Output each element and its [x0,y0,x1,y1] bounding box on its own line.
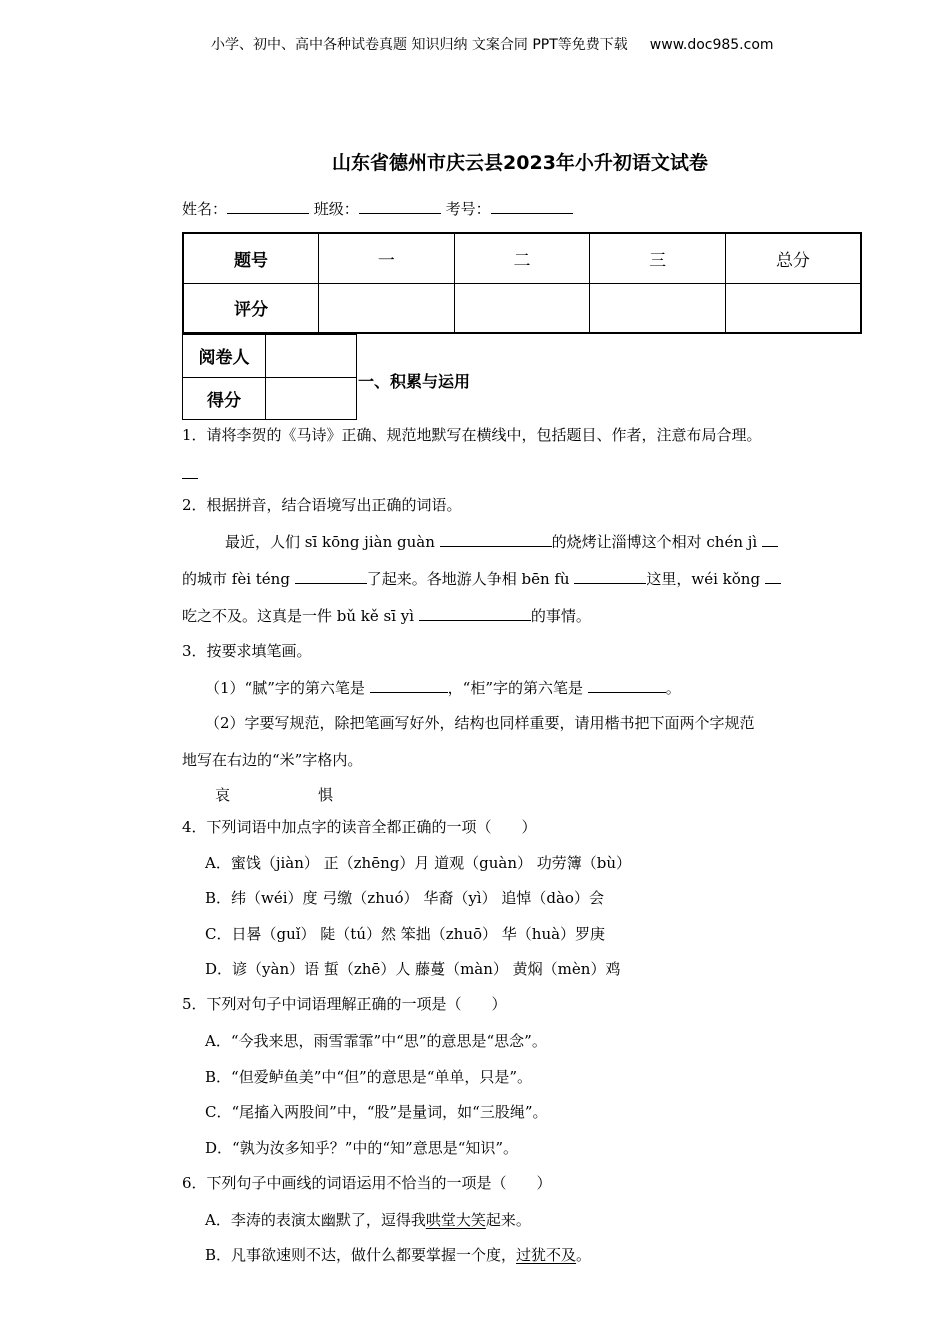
question-4-stem: 4．下列词语中加点字的读音全都正确的一项（ ） [182,818,537,836]
q6-option-a[interactable] [205,1209,531,1230]
question-2-line-2 [182,568,781,589]
q6-a-text: 起来。 [485,1211,531,1229]
student-info-line [182,198,573,219]
q4-option-c[interactable]: C．日晷（guǐ） 陡（tú）然 笨拙（zhuō） 华（huà）罗庚 [205,925,606,943]
q3-text: （1）“腻”字的第六笔是 [205,679,370,697]
q2-blank-5[interactable] [765,569,781,584]
q6-option-b[interactable] [205,1244,591,1265]
class-label: 班级： [313,200,359,218]
class-blank[interactable] [359,199,441,214]
q6-b-underlined: 过犹不及 [516,1246,577,1264]
question-3-part-1 [205,677,681,698]
question-1: 1．请将李贺的《马诗》正确、规范地默写在横线中，包括题目、作者，注意布局合理。 [182,426,762,444]
q3-blank-1[interactable] [370,678,448,693]
score-row-label: 评分 [183,283,319,333]
q2-text: 这里，wéi kǒng [646,570,765,588]
q2-blank-3[interactable] [295,569,367,584]
q6-b-text: 。 [576,1246,592,1264]
q2-blank-1[interactable] [440,532,552,547]
q4-option-b[interactable]: B．纬（wéi）度 弓缴（zhuó） 华裔（yì） 追悼（dào）会 [205,889,604,907]
q4-option-a[interactable]: A．蜜饯（jiàn） 正（zhēng）月 道观（guàn） 功劳簿（bù） [205,854,632,872]
q6-b-text: B．凡事欲速则不达，做什么都要掌握一个度， [205,1246,517,1264]
q6-a-underlined: 哄堂大笑 [425,1211,486,1229]
score-value-cell[interactable] [266,377,357,420]
question-3-part-2a: （2）字要写规范，除把笔画写好外，结构也同样重要，请用楷书把下面两个字规范 [205,714,755,732]
exam-no-blank[interactable] [491,199,573,214]
score-table-header-row [183,233,861,283]
q2-blank-6[interactable] [419,606,531,621]
score-cell[interactable] [725,283,861,333]
q6-a-text: A．李涛的表演太幽默了，逗得我 [205,1211,426,1229]
name-label: 姓名： [182,200,228,218]
char-ju: 惧 [318,786,334,804]
q2-blank-4[interactable] [574,569,646,584]
q2-blank-2[interactable] [762,532,778,547]
char-ai: 哀 [215,786,231,804]
q2-text: 了起来。各地游人争相 bēn fù [366,570,575,588]
question-5-stem: 5．下列对句子中词语理解正确的一项是（ ） [182,995,507,1013]
name-blank[interactable] [227,199,309,214]
page-header [211,34,774,54]
q2-text: 的城市 fèi téng [182,570,295,588]
header-url[interactable]: www.doc985.com [649,37,774,53]
reviewer-label: 阅卷人 [183,335,266,378]
question-2-stem: 2．根据拼音，结合语境写出正确的词语。 [182,496,462,514]
score-header-cell: 题号 [183,233,319,283]
q2-text: 的事情。 [530,607,591,625]
question-6-stem: 6．下列句子中画线的词语运用不恰当的一项是（ ） [182,1174,552,1192]
q2-text: 的烧烤让淄博这个相对 chén jì [551,533,762,551]
q3-blank-2[interactable] [588,678,666,693]
score-table [182,232,862,334]
section-heading: 一、积累与运用 [358,372,471,391]
question-3-stem: 3．按要求填笔画。 [182,642,312,660]
score-cell[interactable] [319,283,455,333]
reviewer-cell[interactable] [266,335,357,378]
q4-option-d[interactable]: D．谚（yàn）语 蜇（zhē）人 藤蔓（màn） 黄焖（mèn）鸡 [205,960,621,978]
score-header-cell: 二 [454,233,590,283]
score-header-cell: 总分 [725,233,861,283]
exam-no-label: 考号： [445,200,491,218]
question-2-line-1 [225,531,778,552]
question-3-part-2b: 地写在右边的“米”字格内。 [182,751,363,769]
q5-option-b[interactable]: B．“但爱鲈鱼美”中“但”的意思是“单单，只是”。 [205,1068,533,1086]
exam-title: 山东省德州市庆云县2023年小升初语文试卷 [332,152,708,174]
score-table-score-row [183,283,861,333]
question-1-answer-line[interactable] [182,464,198,483]
q2-text: 吃之不及。这真是一件 bǔ kě sī yì [182,607,419,625]
score-header-cell: 一 [319,233,455,283]
q5-option-a[interactable]: A．“今我来思，雨雪霏霏”中“思”的意思是“思念”。 [205,1032,547,1050]
header-text: 小学、初中、高中各种试卷真题 知识归纳 文案合同 PPT等免费下载 [211,37,628,53]
q2-text: 最近，人们 sī kōng jiàn guàn [225,533,440,551]
q5-option-d[interactable]: D．“孰为汝多知乎？”中的“知”意思是“知识”。 [205,1139,519,1157]
q5-option-c[interactable]: C．“尾搐入两股间”中，“股”是量词，如“三股绳”。 [205,1103,548,1121]
score-label: 得分 [183,377,266,420]
q3-text: 。 [665,679,681,697]
score-header-cell: 三 [590,233,726,283]
q3-text: ，“柜”字的第六笔是 [447,679,588,697]
reviewer-table [182,334,357,420]
score-cell[interactable] [454,283,590,333]
question-2-line-3 [182,605,591,626]
score-cell[interactable] [590,283,726,333]
